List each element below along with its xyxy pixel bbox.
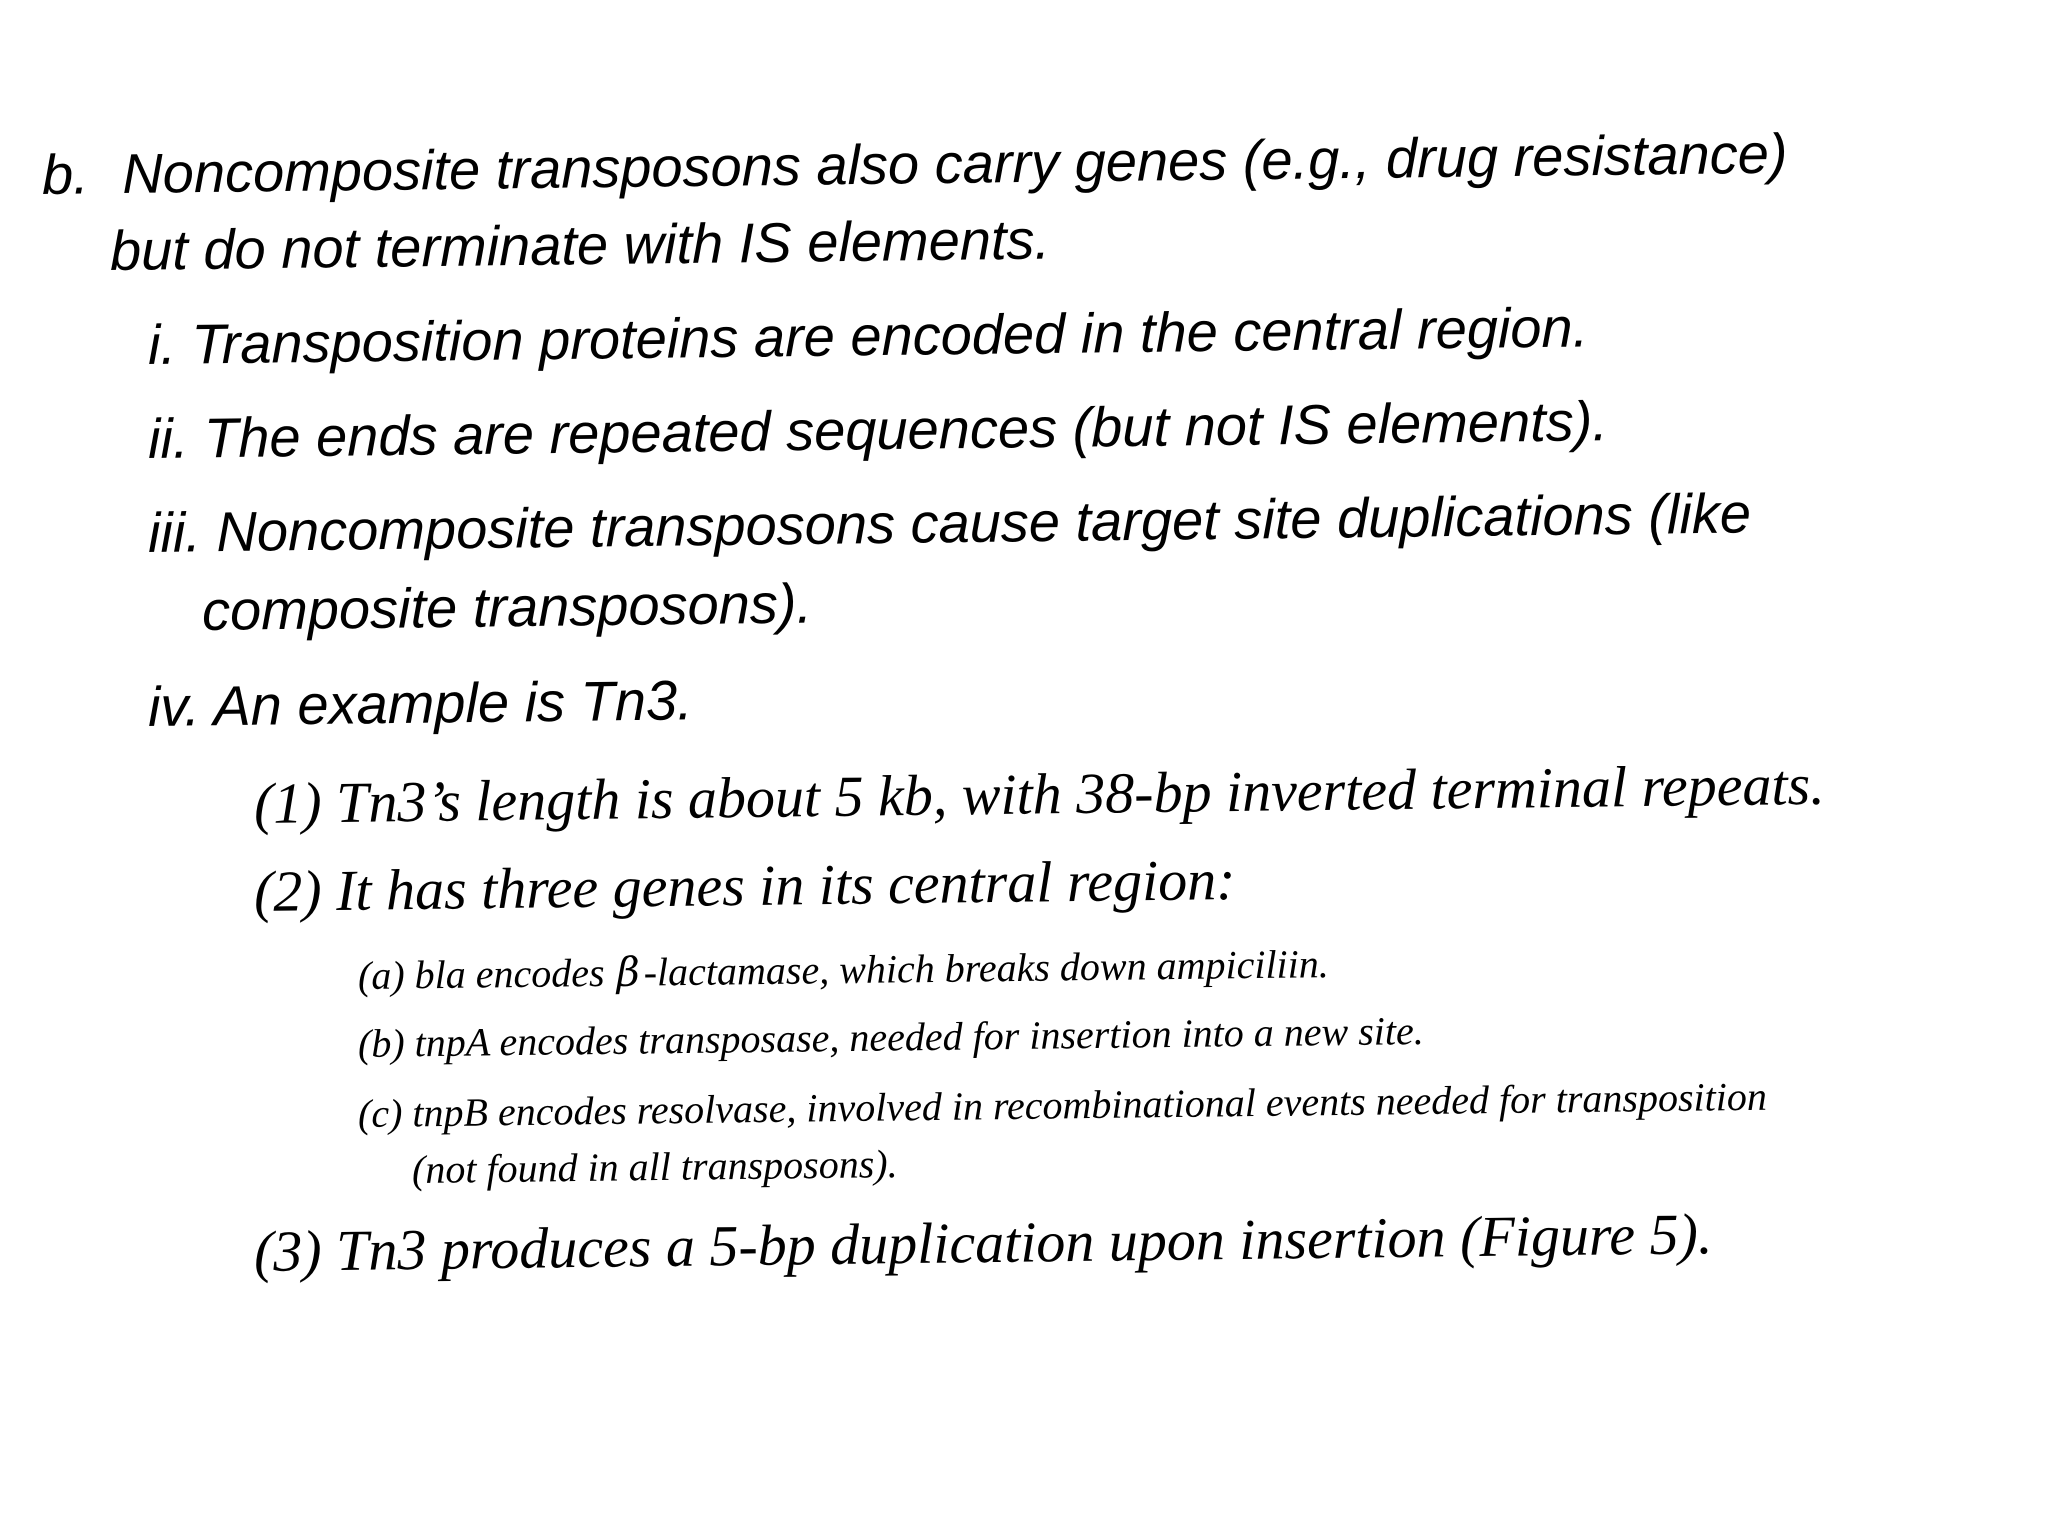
gene-c-line-2: (not found in all transposons).: [411, 1141, 898, 1192]
gene-a-line: [358, 940, 1329, 999]
point-1-text: (1) Tn3’s length is about 5 kb, with 38-bp inverted terminal repeats.: [253, 751, 1825, 836]
item-b-line-2: but do not terminate with IS elements.: [109, 207, 1051, 282]
beta-symbol: β: [616, 949, 640, 996]
sub-ii-text: ii. The ends are repeated sequences (but not IS elements).: [147, 389, 1609, 470]
gene-b-text: (b) tnpA encodes transposase, needed for insertion into a new site.: [357, 1007, 1425, 1066]
item-b-marker: b.: [41, 142, 90, 206]
sub-iii-line-1: iii. Noncomposite transposons cause target site duplications (like: [147, 481, 1752, 564]
point-3-text: (3) Tn3 produces a 5-bp duplication upon insertion (Figure 5).: [253, 1201, 1713, 1284]
item-b-text-1: Noncomposite transposons also carry genes (e.g., drug resistance): [121, 121, 1788, 206]
sub-iii-line-2: composite transposons).: [201, 571, 813, 642]
gene-a-suffix: -lactamase, which breaks down ampiciliin.: [643, 941, 1330, 995]
sub-i-text: i. Transposition proteins are encoded in the central region.: [147, 295, 1589, 376]
point-2-text: (2) It has three genes in its central region:: [253, 847, 1236, 924]
sub-iv-text: iv. An example is Tn3.: [147, 668, 694, 738]
gene-a-prefix: (a) bla encodes: [357, 949, 605, 998]
item-b-line-1: [42, 121, 1788, 207]
gene-c-line-1: (c) tnpB encodes resolvase, involved in recombinational events needed for transposition: [357, 1073, 1768, 1136]
